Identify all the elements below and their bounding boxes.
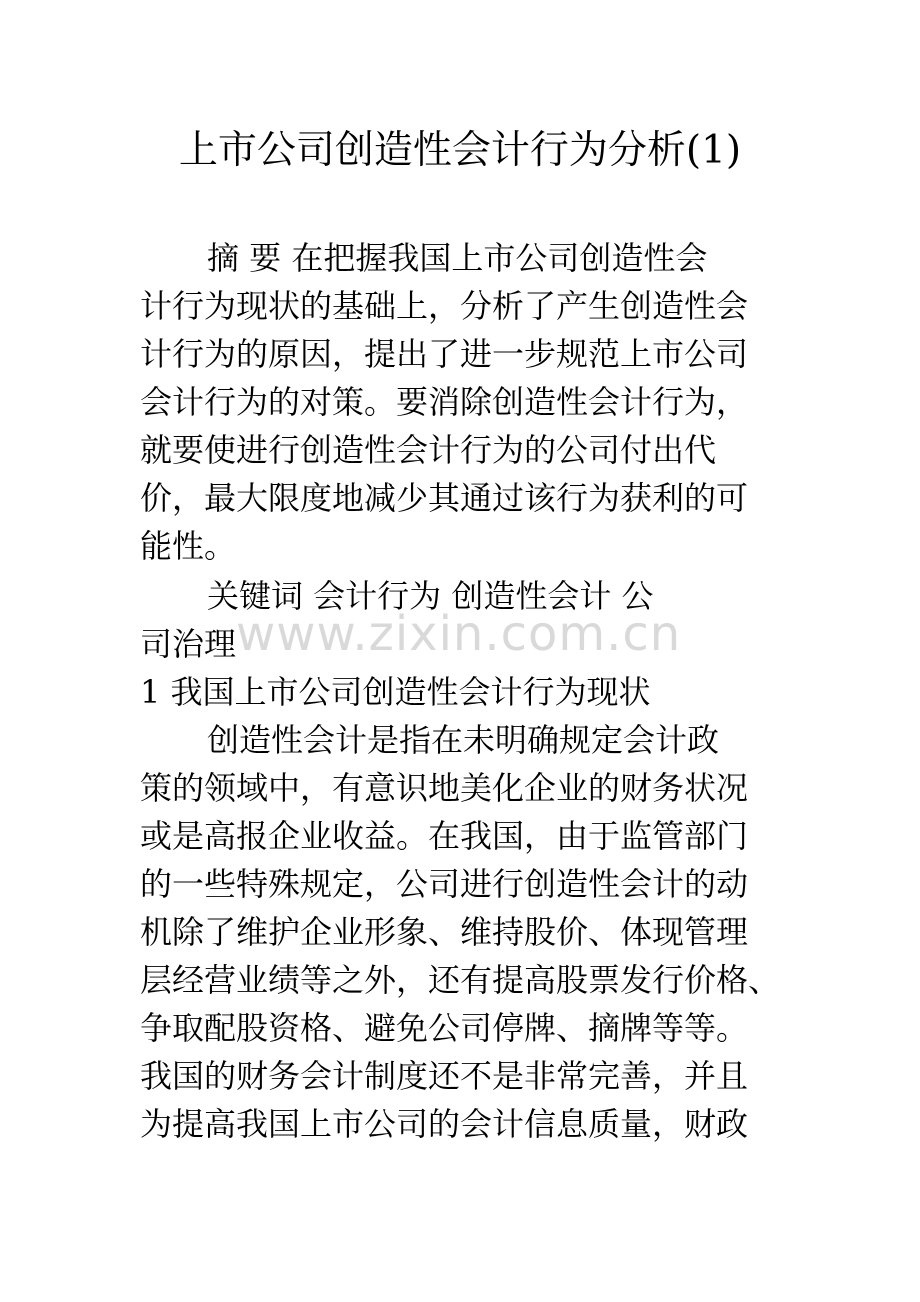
abstract-line-7: 能性。 (140, 527, 237, 565)
abstract-line-5: 就要使进行创造性会计行为的公司付出代 (140, 431, 717, 469)
keywords-line-1: 关键词 会计行为 创造性会计 公 (207, 577, 654, 615)
abstract-line-4: 会计行为的对策。要消除创造性会计行为， (140, 383, 749, 421)
body-line-2: 策的领域中，有意识地美化企业的财务状况 (140, 769, 749, 807)
body-line-3: 或是高报企业收益。在我国，由于监管部门 (140, 817, 749, 855)
abstract-line-6: 价，最大限度地减少其通过该行为获利的可 (140, 479, 749, 517)
body-line-7: 争取配股资格、避免公司停牌、摘牌等等。 (140, 1009, 749, 1047)
abstract-line-2: 计行为现状的基础上，分析了产生创造性会 (140, 287, 749, 325)
keywords-line-2: 司治理 (140, 625, 237, 663)
section-heading: 1 我国上市公司创造性会计行为现状 (140, 673, 651, 711)
abstract-line-1: 摘 要 在把握我国上市公司创造性会 (207, 239, 708, 277)
body-line-4: 的一些特殊规定，公司进行创造性会计的动 (140, 865, 749, 903)
body-line-1: 创造性会计是指在未明确规定会计政 (207, 721, 720, 759)
body-line-6: 层经营业绩等之外，还有提高股票发行价格、 (140, 961, 781, 999)
body-line-8: 我国的财务会计制度还不是非常完善，并且 (140, 1057, 749, 1095)
watermark: www.zixin.com.cn (236, 606, 682, 662)
body-line-5: 机除了维护企业形象、维持股价、体现管理 (140, 913, 749, 951)
document-title: 上市公司创造性会计行为分析(1) (178, 128, 742, 173)
abstract-line-3: 计行为的原因，提出了进一步规范上市公司 (140, 335, 749, 373)
body-line-9: 为提高我国上市公司的会计信息质量，财政 (140, 1105, 749, 1143)
